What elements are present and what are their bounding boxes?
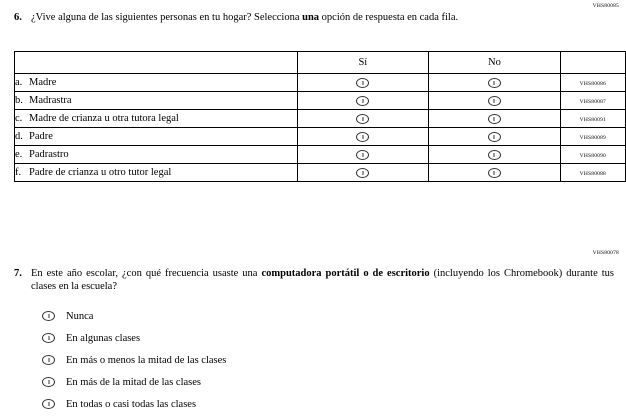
question-7-option-4[interactable] — [42, 371, 226, 393]
row-code: VHS80086 — [579, 81, 607, 87]
row-letter-d: d. — [15, 131, 23, 142]
radio-bubble-icon[interactable] — [488, 114, 501, 124]
question-7-options — [42, 305, 226, 415]
table-row — [15, 128, 626, 146]
row-e-code-cell — [560, 146, 625, 164]
question-7-option-3[interactable] — [42, 349, 226, 371]
radio-bubble-icon[interactable] — [42, 307, 62, 325]
table-row — [15, 146, 626, 164]
radio-bubble-icon[interactable] — [488, 132, 501, 142]
row-label-a — [15, 74, 298, 92]
row-c-no-option[interactable] — [429, 110, 561, 128]
question-7-text-before: En este año escolar, ¿con qué frecuencia usaste una — [31, 268, 262, 279]
radio-bubble-icon[interactable] — [42, 329, 62, 347]
radio-bubble-icon[interactable] — [488, 150, 501, 160]
radio-bubble-icon[interactable] — [356, 168, 369, 178]
radio-bubble-icon[interactable] — [42, 395, 62, 413]
row-letter-e: e. — [15, 149, 23, 160]
form-code-top-right: VHS80085 — [592, 3, 619, 9]
table-row — [15, 92, 626, 110]
option-label: Nunca — [66, 310, 94, 322]
radio-bubble-icon[interactable] — [356, 114, 369, 124]
row-code: VHS80090 — [579, 153, 607, 159]
row-text-a: Madre — [29, 77, 57, 88]
row-label-f — [15, 164, 298, 182]
row-code: VHS80091 — [579, 117, 607, 123]
row-letter-c: c. — [15, 113, 23, 124]
row-label-c — [15, 110, 298, 128]
row-e-yes-option[interactable] — [297, 146, 429, 164]
row-letter-b: b. — [15, 95, 23, 106]
row-label-e — [15, 146, 298, 164]
row-a-yes-option[interactable] — [297, 74, 429, 92]
question-7-text — [31, 267, 614, 293]
radio-bubble-icon[interactable] — [356, 150, 369, 160]
row-letter-f: f. — [15, 167, 22, 178]
row-text-d: Padre — [29, 131, 53, 142]
row-text-e: Padrastro — [29, 149, 69, 160]
row-f-no-option[interactable] — [429, 164, 561, 182]
row-code: VHS80087 — [579, 99, 607, 105]
question-7-option-5[interactable] — [42, 393, 226, 415]
option-label: En más de la mitad de las clases — [66, 376, 201, 388]
row-label-b — [15, 92, 298, 110]
question-6-bold-word: una — [302, 12, 320, 23]
question-6 — [14, 11, 614, 24]
row-b-code-cell — [560, 92, 625, 110]
question-6-table-wrap — [14, 51, 626, 182]
row-d-yes-option[interactable] — [297, 128, 429, 146]
radio-bubble-icon[interactable] — [42, 351, 62, 369]
row-a-no-option[interactable] — [429, 74, 561, 92]
option-label: En todas o casi todas las clases — [66, 398, 197, 410]
row-d-no-option[interactable] — [429, 128, 561, 146]
row-b-yes-option[interactable] — [297, 92, 429, 110]
radio-bubble-icon[interactable] — [42, 373, 62, 391]
row-code: VHS80088 — [579, 171, 607, 177]
radio-bubble-icon[interactable] — [356, 132, 369, 142]
row-text-f: Padre de crianza u otro tutor legal — [29, 167, 172, 178]
radio-bubble-icon[interactable] — [488, 96, 501, 106]
table-row — [15, 74, 626, 92]
row-e-no-option[interactable] — [429, 146, 561, 164]
row-c-code-cell — [560, 110, 625, 128]
row-f-yes-option[interactable] — [297, 164, 429, 182]
row-b-no-option[interactable] — [429, 92, 561, 110]
row-a-code-cell — [560, 74, 625, 92]
radio-bubble-icon[interactable] — [356, 96, 369, 106]
question-7-text-after: (incluyendo los Chromebook) durante tus clases en la escuela? — [31, 268, 614, 292]
row-letter-a: a. — [15, 77, 23, 88]
radio-bubble-icon[interactable] — [488, 168, 501, 178]
table-row — [15, 164, 626, 182]
question-7-option-2[interactable] — [42, 327, 226, 349]
question-7 — [14, 267, 614, 293]
row-d-code-cell — [560, 128, 625, 146]
table-header-row — [15, 52, 626, 74]
header-blank-right — [560, 52, 625, 74]
radio-bubble-icon[interactable] — [488, 78, 501, 88]
form-code-middle-right: VHS80078 — [592, 250, 619, 256]
radio-bubble-icon[interactable] — [356, 78, 369, 88]
question-6-text — [31, 11, 614, 24]
question-6-number: 6. — [14, 12, 22, 23]
option-label: En algunas clases — [66, 332, 141, 344]
question-6-table — [14, 51, 626, 182]
question-6-text-before: ¿Vive alguna de las siguientes personas en tu hogar? Selecciona — [31, 12, 303, 23]
row-text-c: Madre de crianza u otra tutora legal — [29, 113, 179, 124]
header-yes: Sí — [297, 52, 429, 74]
row-text-b: Madrastra — [29, 95, 72, 106]
option-label: En más o menos la mitad de las clases — [66, 354, 227, 366]
question-7-bold-text: computadora portátil o de escritorio — [261, 268, 430, 279]
row-label-d — [15, 128, 298, 146]
row-c-yes-option[interactable] — [297, 110, 429, 128]
header-no: No — [429, 52, 561, 74]
row-code: VHS80089 — [579, 135, 607, 141]
question-6-text-after: opción de respuesta en cada fila. — [319, 12, 459, 23]
question-7-number: 7. — [14, 268, 22, 279]
question-7-option-1[interactable] — [42, 305, 226, 327]
row-f-code-cell — [560, 164, 625, 182]
table-row — [15, 110, 626, 128]
header-blank-left — [15, 52, 298, 74]
